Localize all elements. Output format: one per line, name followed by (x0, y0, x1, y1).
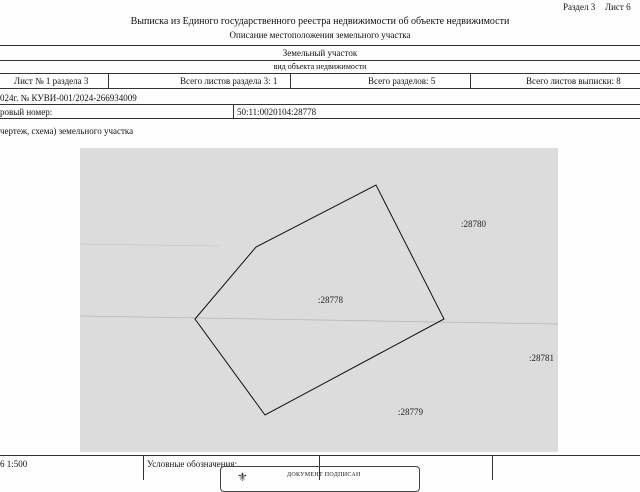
object-kind-caption: вид объекта недвижимости (273, 62, 367, 71)
rule-number (0, 104, 640, 105)
document-subtitle: Описание местоположения земельного участка (229, 30, 411, 40)
rule-sheets-top (0, 73, 640, 74)
parcel-plan (80, 148, 558, 452)
section-label: Раздел 3 (563, 2, 596, 12)
total-section-sheets: Всего листов раздела 3: 1 (180, 76, 278, 86)
sheet-number: Лист № 1 раздела 3 (14, 76, 89, 86)
total-extract-sheets: Всего листов выписки: 8 (526, 76, 621, 86)
rule-cadastral (0, 118, 640, 119)
scale-label: 6 1:500 (0, 459, 28, 469)
sheets-divider-3 (470, 73, 471, 88)
signature-stamp (220, 466, 420, 492)
document-title: Выписка из Единого государственного реестра недвижимости об объекте недвижимости (130, 16, 510, 27)
parcel-label-south: :28779 (398, 407, 424, 417)
parcel-label-east: :28780 (461, 219, 487, 229)
faint-boundary-line (80, 316, 558, 324)
rule-top (0, 45, 640, 46)
cadastral-divider (233, 104, 234, 118)
total-sections: Всего разделов: 5 (368, 76, 436, 86)
parcel-label-far-east: :28781 (529, 353, 555, 363)
object-type: Земельный участок (282, 48, 358, 58)
faint-boundary-line (80, 244, 220, 246)
rule-sheets-bottom (0, 88, 640, 89)
document-number: 024г. № КУВИ-001/2024-266934009 (0, 93, 137, 103)
plan-caption: чертеж, схема) земельного участка (0, 126, 134, 136)
sheets-divider-1 (108, 73, 109, 88)
rule-footer (0, 455, 640, 456)
stamp-text: ДОКУМЕНТ ПОДПИСАН (287, 472, 361, 478)
cadastral-number: 50:11:0020104:28778 (237, 107, 317, 117)
emblem-icon: ⚜ (237, 470, 248, 484)
rule-object (0, 60, 640, 61)
legend-label: Условные обозначения: (147, 459, 238, 469)
footer-divider (143, 455, 144, 480)
parcel-label-main: :28778 (318, 295, 344, 305)
sheet-label: Лист 6 (605, 2, 631, 12)
sheets-divider-2 (290, 73, 291, 88)
cadastral-label: ровый номер: (0, 107, 53, 117)
footer-divider-3 (492, 455, 493, 480)
